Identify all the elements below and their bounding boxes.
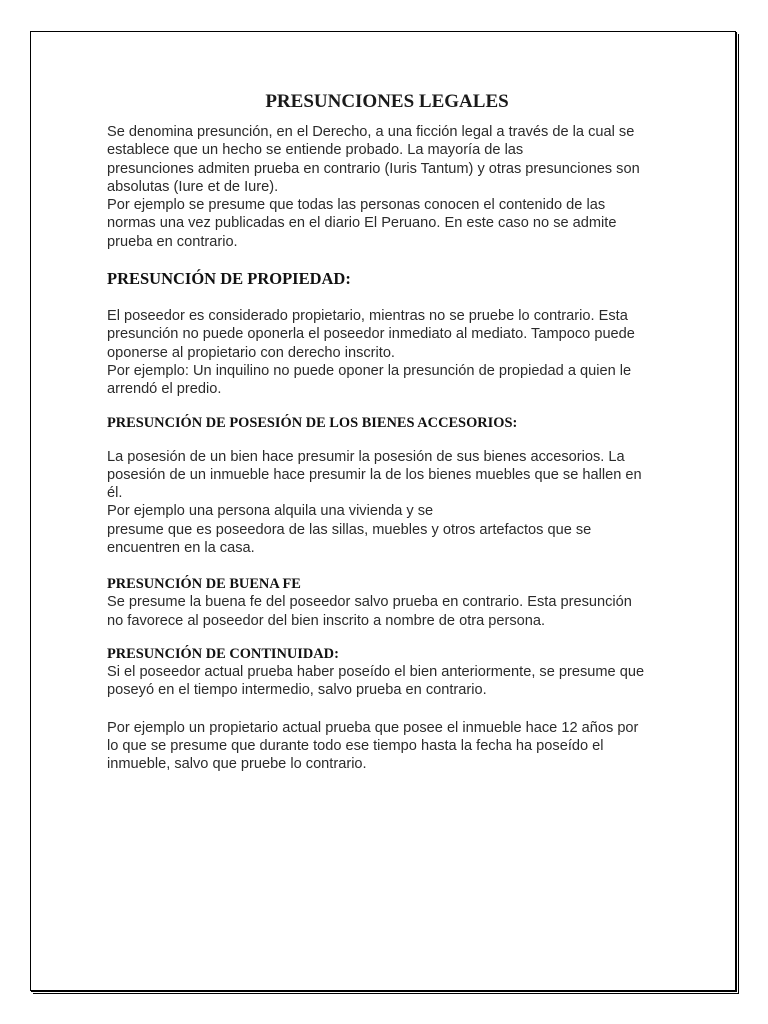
document-title: PRESUNCIONES LEGALES [265,91,509,112]
section-text-continuidad: Si el poseedor actual prueba haber poseído el bien anteriormente, se presume que poseyó en el tiempo intermedio, salvo prueba en contrario. [107,663,645,699]
section-heading-propiedad: PRESUNCIÓN DE PROPIEDAD: [107,269,351,289]
document-body [107,90,667,773]
section-heading-accesorios: PRESUNCIÓN DE POSESIÓN DE LOS BIENES ACCESORIOS: [107,414,518,431]
section-heading-continuidad: PRESUNCIÓN DE CONTINUIDAD: [107,645,339,662]
intro-paragraph: Se denomina presunción, en el Derecho, a una ficción legal a través de la cual se establece que un hecho se entiende probado. La mayoría de las presunciones admiten prueba en contrario (Iuris Tantum) y otras presunciones son absolutas (Iure et de Iure). Por ejemplo se presume que todas las personas conocen el contenido de las normas una vez publicadas en el diario El Peruano. En este caso no se admite prueba en contrario. [107,124,640,250]
section-text-propiedad: El poseedor es considerado propietario, mientras no se pruebe lo contrario. Esta presunción no puede oponerla el poseedor inmediato al mediato. Tampoco puede oponerse al propietario con derecho inscrito. Por ejemplo: Un inquilino no puede oponer la presunción de propiedad a quien le arrendó el predio. [107,308,635,398]
section-heading-buena-fe: PRESUNCIÓN DE BUENA FE [107,576,301,593]
section-text-buena-fe: Se presume la buena fe del poseedor salvo prueba en contrario. Esta presunción no favorece al poseedor del bien inscrito a nombre de otra persona. [107,594,632,629]
section-text-accesorios: La posesión de un bien hace presumir la posesión de sus bienes accesorios. La posesión de un inmueble hace presumir la de los bienes muebles que se hallen en él. Por ejemplo una persona alquila una vivienda y se presume que es poseedora de las sillas, muebles y otros artefactos que se encuentren en la casa. [107,448,642,557]
section-example-continuidad: Por ejemplo un propietario actual prueba que posee el inmueble hace 12 años por lo que se presume que durante todo ese tiempo hasta la fecha ha poseído el inmueble, salvo que pruebe lo contrario. [107,719,639,773]
